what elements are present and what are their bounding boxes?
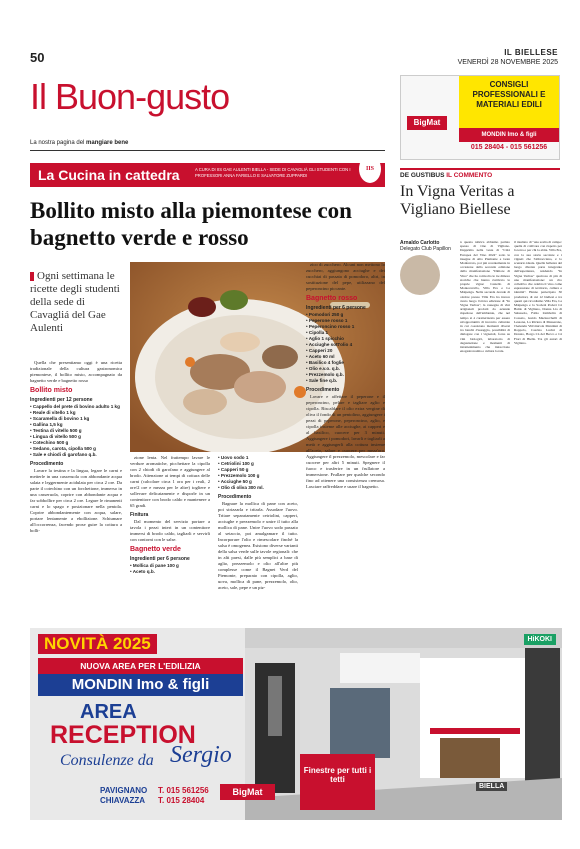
author-box: [400, 240, 455, 295]
ingredient-item: • Testina di vitello 500 g: [30, 428, 82, 433]
ingredient-item: • Peperone rosso 1: [306, 318, 348, 323]
ad-slogan: [459, 76, 559, 128]
masthead: [458, 48, 558, 67]
ad-phones: [158, 786, 209, 806]
reception-label: RECEPTION: [50, 721, 196, 749]
article-column-3: [218, 455, 298, 592]
tel-1: T. 015 561256: [158, 786, 209, 795]
ingredient-item: • Cappello del prete di bovino adulto 1 kg: [30, 404, 120, 409]
lead-text: Ogni settimana le ricette degli studenti della sede di Cavagliá del Gae Aulenti: [30, 270, 120, 334]
ingredient-item: • Sale fine q.b.: [306, 378, 338, 383]
author-name: Arnaldo Carlotto: [400, 240, 440, 246]
ingredient-item: • Acciughe 50 g: [218, 479, 252, 484]
page-number: 50: [30, 50, 45, 65]
novita-label: NOVITÀ 2025: [38, 634, 157, 654]
bigmat-logo-icon: BigMat: [220, 784, 275, 800]
rosso-procedure: Lavare e affettare il peperone e il peperoncino, pelare e tagliare aglio e cipolla. Riscaldare il olio extra vergine di oliva il fondo di un pentolino, aggiungere i pezzi di peperone, peperoncino, aglio, e cipolla insieme alle acciughe, ai capperi e al basilico, cuocere per 3 minuti. Aggiungere i pomodori, lavarli e tagliarli a metà e aggiungerli alla cottura insieme all'aceto, salare e cuocere per mezz'ora. Aggiungere il prezzemolo, mescolare e far cuocere per altri 5 minuti. Spegnere il fuoco e trasferire in un frullatore a immersione. Frullare per qualche secondo fino ad ottenere una consistenza cremosa. Lasciare raffreddare e usare il bagnetto.: [306, 394, 385, 489]
ingredient-item: • Prezzemolo 100 g: [218, 473, 260, 478]
bollito-procedure-cont: zione lenta. Nel frattempo lavare le verdure aromatiche, picchettare la cipolla con 2 chiodi di garofano e aggiungere al brodo. Attenzione ai tempi di cottura delle carni (calcolare circa 1 ora per i reali, 2 ore/2 ore e mezza per le altre) togliere e sollevare delicatamente e disporle in un contenitore con brodo caldo e mantenere a 65 gradi.: [130, 455, 210, 508]
sidebar-text-1: n questa rubrica abbiamo parlato spesso di vino di Vigliano. Dapprima nella veste di "Città Europea del Vino 2024" sotto le insegne di Alto Piemonte e Gran Monferrato, poi più recentemente in occasione della seconda edizione della manifestazione "Dimore di Vino" che ha coinvolto le tre dimore storiche che hanno riattivato le proprie vigne: Castello di Montecavallo, Villa Era e La Malpenga. Nella seconda decade di ottobre presso Villa Era ha invece avuto luogo l'ottava edizione di "In Vigna Veritas", la rassegna di vini artigianali prodotti da aziende rispettose dell'ambiente, che nel tempo si è caratterizzata per essere un'opportunità di incontro culturale in cui coesistono momenti diversi tra banchi d'assaggio, possibilità di dialogare con i vignaioli, focus su vini biologici, laboratorio di degustazione e momenti di intrattenimento che intrecciano enogastronomia e cultura locale.: [460, 240, 510, 354]
sidebar-text-2: il risultato di "una scelta di campo: quella di coltivare con rispetto per la terra e per chi la abita. Villa Era, con la sua storia secolare e i vigneti che l'abbracciano, è lo scenario ideale. Quella bellezza del luogo diventa parte integrante dell'esperienza, rendendo "In Vigna Veritas" qualcosa di più di una manifestazione: un rito collettivo che celebra il vino come espressione di territorio, cultura e identità". Hanno partecipato 30 produttori, di cui 12 biellesi e tra questi qui ricordiamo Villa Era, La Malpenga e la Società Poderi Cà Baldo di Vigliano, Donna Lia di Salussola, Fabio Zambolin di Cossato, Guido Mazzucchelli di Lessona, La Riviera di Masserano, l'Azienda Vitivinicola Mantinni di Roppolo, Cascina Lucini di Donato, Borgo Cà del Becco e Cà Fiori di Biella. Tra gli autori di Vigliano.: [514, 240, 562, 345]
paper-name: IL BIELLESE: [504, 48, 558, 57]
verde-heading: Bagnetto verde: [130, 546, 181, 553]
verde-ingredients-b: [218, 455, 298, 491]
sidebar-column-2: [514, 240, 562, 346]
verde-procedure: Bagnare la mollica di pane con aceto, poi strizzarla e tritarla. Assodare l'uovo. Tritare separatamente cetriolini, capperi, acciughe e prezzemolo e unire il tutto alla mollica di pane. Unire l'uovo sodo passato al setaccio, poi amalgamare il tutto. Incorporare l'olio e rimescolare finché la salsa è omogenea. Esistono diverse varianti della salsa verde sulle tavole regionali: che in alti paesi, dalle più semplici a base di aglio, prezzemolo e olio all'altre più complesse come il Bagnet Verd del Piemonte, preparato con cipolla, aglio, uova, mollica di pane, prezzemolo, olio, aceto, sale, pepe e un piz-: [218, 501, 298, 590]
sidebar-column-1: [460, 240, 510, 354]
ingredient-item: • Scaramella di bovino 1 kg: [30, 416, 90, 421]
bigmat-logo-icon: BigMat: [407, 116, 447, 130]
sergio-label: Sergio: [170, 742, 232, 768]
section-title: Il Buon-gusto: [30, 76, 230, 117]
banner-title: La Cucina in cattedra: [38, 167, 180, 183]
kicker-a: DE GUSTIBUS: [400, 172, 445, 179]
author-role: Delegato Club Papillon: [400, 246, 451, 252]
ingredient-item: • Capperi 20: [306, 348, 333, 353]
ingredient-item: • Aceto 60 ml: [306, 354, 335, 359]
ingredient-item: • Acciughe sott'olio 4: [306, 342, 353, 347]
rosso-ingredients: [306, 312, 385, 384]
banner-credit: A CURA DI IIS GAE AULENTI BIELLA - SEDE DI CAVAGLIÀ GLI STUDENTI CON I PROFESSORI ANNA FARIELLO E SALVATORE ZUPPARDI: [195, 167, 351, 178]
ingredient-item: • Sale e chiodi di garofano q.b.: [30, 452, 97, 457]
kicker-b: IL COMMENTO: [446, 172, 493, 179]
rosso-heading: Bagnetto rosso: [306, 295, 358, 302]
ingredient-item: • Sedano, carota, cipolla 500 g: [30, 446, 96, 451]
nuova-area-banner: NUOVA AREA PER L'EDILIZIA: [38, 658, 243, 674]
ingredient-item: • Gallina 1,5 kg: [30, 422, 63, 427]
ad-phone: 015 28404 - 015 561256: [470, 144, 548, 151]
ad-line-3: MATERIALI EDILI: [476, 100, 542, 109]
ad-line-2: PROFESSIONALI E: [472, 90, 546, 99]
section-rule: [30, 150, 385, 151]
issue-date: VENERDÌ 28 NOVEMBRE 2025: [457, 59, 558, 66]
article-lead: [30, 270, 122, 335]
ingredient-item: • Uovo sodo 1: [218, 455, 249, 460]
ingredient-item: • Cotechino 500 g: [30, 440, 69, 445]
finitura-text: Dal momento del servizio portare a tavola i pezzi interi in un contenitore immersi di brodo caldo, tagliarli e servirli con contorni con le salse.: [130, 519, 210, 542]
ingredient-item: • Peperoncino rosso 1: [306, 324, 355, 329]
tagline-bold: mangiare bene: [86, 140, 129, 146]
article-column-4: [306, 262, 385, 491]
school-logo-icon: IIS: [359, 155, 381, 183]
verde-procedure-heading: Procedimento: [218, 494, 252, 500]
ingredient-item: • Aglio 1 spicchio: [306, 336, 344, 341]
ingredient-item: • Capperi 50 g: [218, 467, 249, 472]
article-column-1: [30, 360, 122, 535]
ad-company: MONDIN Imo & figli: [459, 128, 559, 142]
city-1: PAVIGNANO: [100, 786, 148, 795]
biella-sign: BIELLA: [476, 782, 507, 791]
intro-paragraph: Quella che presentiamo oggi è una ricetta tradizionale della cultura gastronomica piemontese, il bollito misto, accompagnato da bagnetto verde e bagnetto rosso: [30, 360, 122, 383]
bollito-procedure: Lavare la testina e la lingua, legare le carni e metterle in una casseruola con abbondante acqua salata e leggermente acidulata per circa 2 ore. Da parte il cotechino con un forchettone, immerso in una casseruola, coprire con abbondante acqua e far sobbollire per circa 2 ore. Legare le rimanenti carni e lo spago e posizionare nella pentola. Coprire abbondantemente con acqua, salare, portare lentamente a ebollizione. Schiumare all'occorrenza, facendo prose guire la cottura a bolli-: [30, 468, 122, 533]
bottom-ad[interactable]: [30, 628, 562, 820]
rosso-procedure-heading: Procedimento: [306, 387, 340, 393]
sidebar-title: In Vigna Veritas a Vigliano Biellese: [400, 183, 515, 218]
ingredient-item: • Basilico 4 foglie: [306, 360, 344, 365]
avatar: [400, 255, 440, 295]
section-tagline: [30, 140, 128, 146]
sidebar-ad[interactable]: [400, 75, 560, 160]
verde-procedure-cont: zico di zucchero. Alcuni non mettono lo zucchero, aggiungono acciughe e dei cucchiai di passata di pomodoro, altri, in sostituzione del pepe, utilizzano del peperoncino piccante.: [306, 262, 385, 291]
mondin-banner: MONDIN Imo & figli: [38, 674, 243, 696]
tagline-prefix: La nostra pagina del: [30, 140, 85, 146]
tel-2: T. 015 28404: [158, 796, 205, 805]
hikoki-logo-icon: HiKOKI: [524, 634, 557, 645]
verde-ingredients-a: [130, 563, 210, 575]
city-2: CHIAVAZZA: [100, 796, 146, 805]
ingredient-item: • Aceto q.b.: [130, 569, 155, 574]
ad-line-1: CONSIGLI: [489, 80, 529, 89]
bollito-ingredients-heading: Ingredienti per 12 persone: [30, 397, 93, 403]
ingredient-item: • Olio di oliva 300 ml.: [218, 485, 264, 490]
finitura-heading: Finitura: [130, 512, 149, 518]
ingredient-item: • Mollica di pane 100 g: [130, 563, 179, 568]
article-column-2: [130, 455, 210, 575]
bollito-procedure-heading: Procedimento: [30, 461, 64, 467]
rosso-ingredients-heading: Ingredienti per 6 persone: [306, 305, 366, 311]
verde-ingredients-heading: Ingredienti per 6 persone: [130, 556, 190, 562]
ingredient-item: • Cipolla 1: [306, 330, 329, 335]
ingredient-item: • Lingua di vitello 500 g: [30, 434, 81, 439]
ingredient-item: • Cetriolini 100 g: [218, 461, 254, 466]
column-banner: [30, 163, 385, 187]
ingredient-item: • Olio e.v.o. q.b.: [306, 366, 340, 371]
ad-cities: [100, 786, 147, 806]
article-headline: Bollito misto alla piemontese con bagnetto verde e rosso: [30, 198, 352, 250]
area-label: AREA: [80, 701, 137, 723]
ingredient-item: • Prezzemolo q.b.: [306, 372, 344, 377]
bollito-ingredients: [30, 404, 122, 458]
finestre-sign: Finestre per tutti i tetti: [300, 754, 375, 810]
consulenze-label: Consulenze da: [60, 752, 154, 769]
bollito-heading: Bollito misto: [30, 387, 73, 394]
ingredient-item: • Reale di vitello 1 kg: [30, 410, 76, 415]
ingredient-item: • Pomodori 250 g: [306, 312, 344, 317]
sidebar-kicker: [400, 168, 560, 179]
